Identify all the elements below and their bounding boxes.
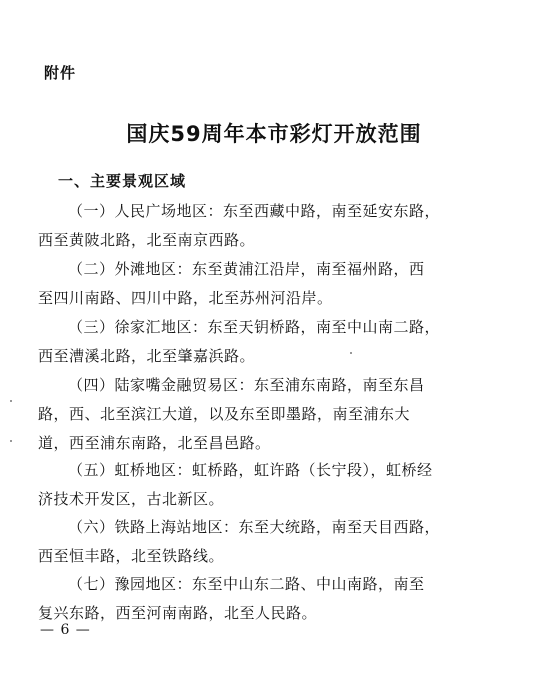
area-4-line-2: 路，西、北至滨江大道，以及东至即墨路，南至浦东大 [38, 405, 411, 423]
area-6-line-1: （六）铁路上海站地区：东至大统路，南至天目西路， [68, 518, 441, 536]
attachment-label: 附件 [44, 64, 77, 82]
area-paragraph-2 [38, 255, 448, 313]
scan-speck [10, 400, 12, 402]
area-7-line-1: （七）豫园地区：东至中山东二路、中山南路，南至 [68, 575, 425, 593]
area-7-line-2: 复兴东路，西至河南南路，北至人民路。 [38, 604, 318, 622]
area-paragraph-3 [38, 313, 448, 371]
area-3-line-1: （三）徐家汇地区：东至天钥桥路，南至中山南二路， [68, 318, 441, 336]
area-6-line-2: 西至恒丰路，北至铁路线。 [38, 547, 225, 565]
area-paragraph-4 [38, 371, 448, 458]
document-title: 国庆59周年本市彩灯开放范围 [126, 122, 422, 146]
area-4-line-1: （四）陆家嘴金融贸易区：东至浦东南路，南至东昌 [68, 376, 425, 394]
area-paragraph-7 [38, 570, 448, 628]
area-5-line-1: （五）虹桥地区：虹桥路，虹许路（长宁段），虹桥经 [68, 461, 433, 479]
area-2-line-2: 至四川南路、四川中路，北至苏州河沿岸。 [38, 289, 333, 307]
area-4-line-3: 道，西至浦东南路，北至昌邑路。 [38, 434, 271, 452]
area-3-line-2: 西至漕溪北路，北至肇嘉浜路。 [38, 347, 256, 365]
section-heading: 一、主要景观区域 [58, 172, 187, 190]
scan-speck [10, 440, 12, 442]
area-1-line-2: 西至黄陂北路，北至南京西路。 [38, 231, 256, 249]
area-paragraph-5 [38, 456, 448, 514]
area-paragraph-6 [38, 513, 448, 571]
page-number: — 6 — [40, 622, 91, 638]
area-1-line-1: （一）人民广场地区：东至西藏中路，南至延安东路， [68, 202, 441, 220]
area-2-line-1: （二）外滩地区：东至黄浦江沿岸，南至福州路，西 [68, 260, 425, 278]
scan-speck [350, 352, 352, 354]
area-5-line-2: 济技术开发区，古北新区。 [38, 490, 225, 508]
area-paragraph-1 [38, 197, 448, 255]
